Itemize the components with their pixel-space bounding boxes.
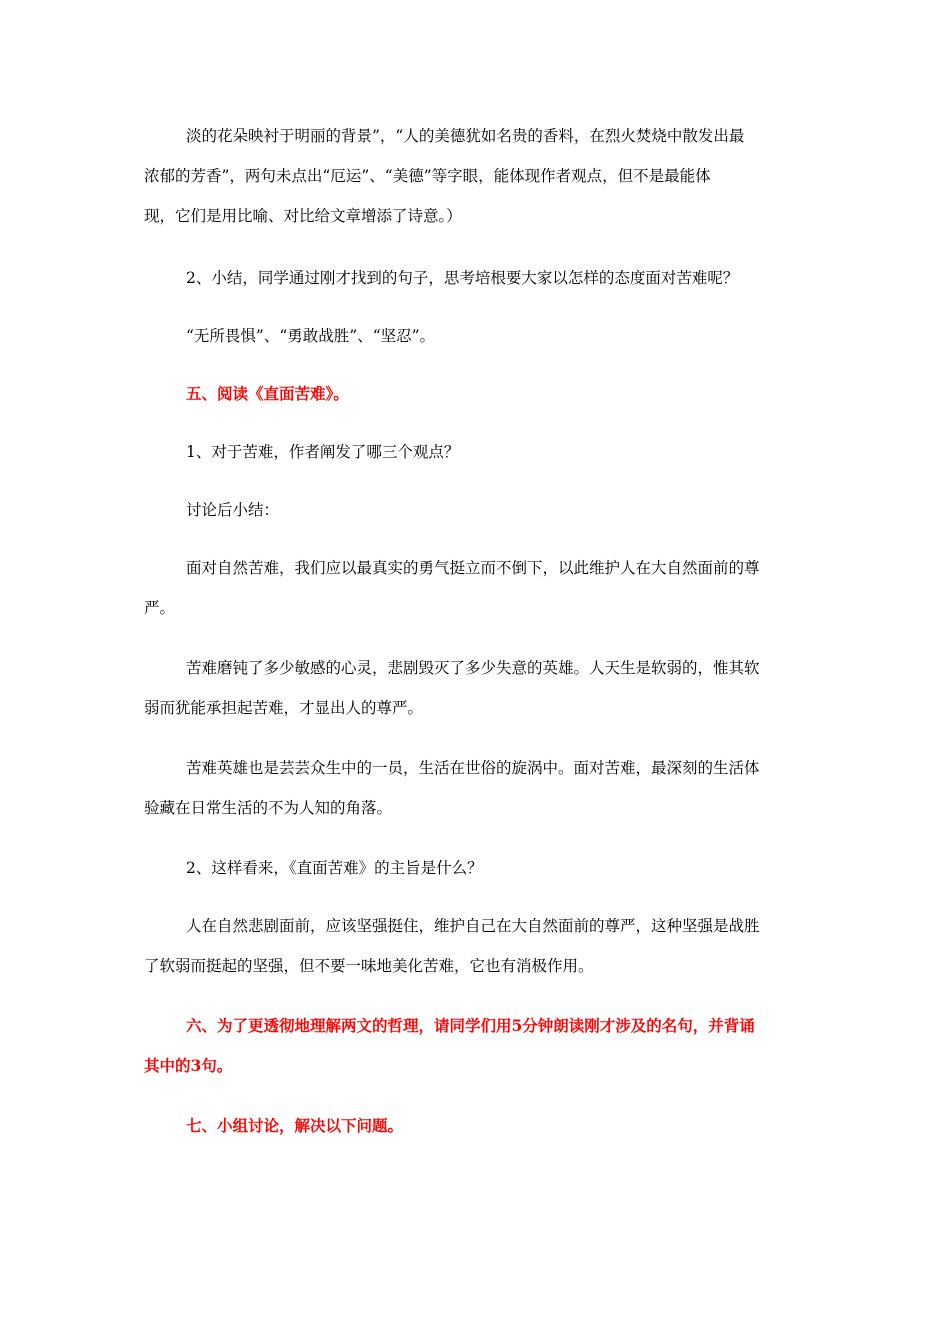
heading-line: 六、为了更透彻地理解两文的哲理，请同学们用5分钟朗读刚才涉及的名句，并背诵 (186, 1016, 755, 1035)
paragraph-question-two (144, 848, 808, 888)
paragraph-attitude-answer (144, 316, 808, 356)
paragraph-natural-suffering (144, 548, 808, 628)
text-line: 严。 (144, 599, 176, 617)
paragraph-summary-question (144, 258, 808, 298)
text-line: 2、这样看来，《直面苦难》的主旨是什么？ (186, 859, 483, 877)
text-line: 淡的花朵映衬于明丽的背景”，“人的美德犹如名贵的香料，在烈火焚烧中散发出最 (186, 127, 745, 145)
paragraph-metaphor-analysis (144, 116, 808, 236)
heading-line: 其中的3句。 (144, 1056, 233, 1075)
paragraph-human-dignity (144, 648, 808, 728)
text-line: 人在自然悲剧面前，应该坚强挺住，维护自己在大自然面前的尊严，这种坚强是战胜 (186, 917, 760, 935)
text-line: 讨论后小结： (186, 501, 280, 519)
text-line: “无所畏惧”、“勇敢战胜”、“坚忍”。 (186, 327, 436, 345)
paragraph-question-one (144, 432, 808, 472)
heading-line: 五、阅读《直面苦难》。 (186, 384, 349, 403)
paragraph-suffering-hero (144, 748, 808, 828)
text-line: 现，它们是用比喻、对比给文章增添了诗意。） (144, 207, 462, 225)
text-line: 了软弱而挺起的坚强，但不要一味地美化苦难，它也有消极作用。 (144, 957, 594, 975)
text-line: 浓郁的芳香”，两句未点出“厄运”、“美德”等字眼，能体现作者观点，但不是最能体 (144, 167, 711, 185)
text-line: 苦难磨钝了多少敏感的心灵，悲剧毁灭了多少失意的英雄。人天生是软弱的，惟其软 (186, 659, 760, 677)
paragraph-discussion-label (144, 490, 808, 530)
section-heading-seven (144, 1106, 808, 1146)
text-line: 苦难英雄也是芸芸众生中的一员，生活在世俗的旋涡中。面对苦难，最深刻的生活体 (186, 759, 760, 777)
text-line: 验藏在日常生活的不为人知的角落。 (144, 799, 393, 817)
section-heading-six (144, 1006, 808, 1086)
text-line: 1、对于苦难，作者阐发了哪三个观点？ (186, 443, 460, 461)
text-line: 2、小结，同学通过刚才找到的句子，思考培根要大家以怎样的态度面对苦难呢？ (186, 269, 739, 287)
paragraph-main-idea (144, 906, 808, 986)
text-line: 弱而犹能承担起苦难，才显出人的尊严。 (144, 699, 424, 717)
section-heading-five (144, 374, 808, 414)
text-line: 面对自然苦难，我们应以最真实的勇气挺立而不倒下，以此维护人在大自然面前的尊 (186, 559, 760, 577)
heading-line: 七、小组讨论，解决以下问题。 (186, 1116, 404, 1135)
